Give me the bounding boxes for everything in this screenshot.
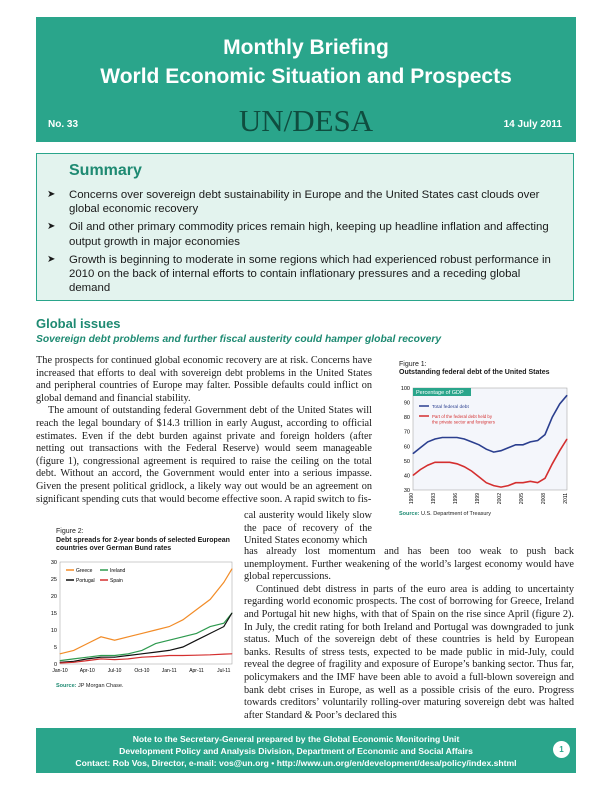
fig2-data-point xyxy=(169,650,170,651)
fig1-data-point xyxy=(567,395,568,396)
fig2-ytick-label: 25 xyxy=(50,577,57,583)
fig2-data-point xyxy=(142,633,143,634)
fig2-ytick-label: 30 xyxy=(50,560,57,566)
fig2-ytick-label: 15 xyxy=(50,611,57,617)
fig1-xtick-label: 1990 xyxy=(409,493,415,505)
fig1-legend-label: Total federal debt xyxy=(432,405,469,410)
fig2-data-point xyxy=(87,659,88,660)
fig2-data-point xyxy=(114,659,115,660)
fig1-data-point xyxy=(501,450,502,451)
paragraph-us-debt: The amount of outstanding federal Government debt of the United States will reach the legal boundary of $14.3 trillion in early August, according to official estimates. Even if the debt burden against private and foreign holders (after netting out transactions with the Federal Reserve) would seem manageable (figure 1), congressional agreement is required to raise the ceiling on the total debt. Without an accord, the Government would enter into a serious impasse. Given the present political gridlock, a likely way out would be an agreement on significant spending cuts that would become effective soon. A rapid switch to fis- xyxy=(36,405,372,505)
org-name: UN/DESA xyxy=(238,103,374,138)
fig1-data-point xyxy=(479,476,480,477)
fig1-data-point xyxy=(567,439,568,440)
fig2-data-point xyxy=(114,640,115,641)
fig1-data-point xyxy=(493,452,494,453)
fig1-data-point xyxy=(537,440,538,441)
figure-2-source xyxy=(56,683,123,689)
paragraph-prospects: The prospects for continued global economic recovery are at risk. Concerns have increased that efforts to deal with sovereign debt problems in the United States and peripheral countries of Europe may falter. Possible defaults could inflict on global demand and financial stability. xyxy=(36,355,372,404)
fig2-xtick-label: Oct-10 xyxy=(134,668,150,674)
fig2-data-point xyxy=(196,640,197,641)
summary-item xyxy=(45,253,557,296)
fig2-data-point xyxy=(196,633,197,634)
fig2-data-point xyxy=(210,599,211,600)
briefing-title: Monthly Briefing xyxy=(223,36,389,59)
fig2-xtick-label: Jul-11 xyxy=(217,668,231,674)
fig1-xtick-label: 2002 xyxy=(497,493,503,505)
summary-item-text: Growth is beginning to moderate in some regions which had experienced robust performance in 2010 on the back of internal efforts to contain inflationary pressures and a receding global demand xyxy=(69,253,551,295)
fig1-data-point xyxy=(471,442,472,443)
fig2-xtick-label: Jul-10 xyxy=(107,668,122,674)
figure-2 xyxy=(50,528,231,689)
fig1-xtick-label: 1993 xyxy=(431,493,437,505)
footer-note: Note to the Secretary-General prepared by the Global Economic Monitoring Unit xyxy=(132,734,460,744)
fig2-data-point xyxy=(101,655,102,656)
summary-item-text: Concerns over sovereign debt sustainability in Europe and the United States cast clouds over global economic recovery xyxy=(69,189,540,216)
fig2-data-point xyxy=(87,660,88,661)
arrow-bullet-icon: ➤ xyxy=(47,189,56,200)
figure-2-title: Debt spreads for 2-year bonds of selected European countries over German Bund rates xyxy=(56,536,230,552)
fig1-ytick-label: 50 xyxy=(403,458,410,465)
figure-2-source-text: JP Morgan Chase. xyxy=(78,683,124,689)
fig1-legend-label: Part of the federal debt held by xyxy=(432,414,493,419)
fig2-data-point xyxy=(73,659,74,660)
fig2-data-point xyxy=(182,619,183,620)
arrow-bullet-icon: ➤ xyxy=(47,221,56,233)
fig1-data-point xyxy=(413,453,414,454)
fig1-data-point xyxy=(471,471,472,472)
fig1-data-point xyxy=(545,478,546,479)
fig2-data-point xyxy=(101,659,102,660)
fig2-data-point xyxy=(223,623,224,624)
issue-number: No. 33 xyxy=(48,119,79,130)
summary-list xyxy=(45,188,557,299)
fig2-xtick-label: Apr-11 xyxy=(189,668,204,674)
footer-banner xyxy=(36,728,576,773)
header-banner xyxy=(36,17,576,142)
fig2-data-point xyxy=(196,655,197,656)
figure-1-chart xyxy=(395,378,575,514)
fig1-data-point xyxy=(420,469,421,470)
fig2-legend-label: Spain xyxy=(110,578,123,584)
fig1-data-point xyxy=(420,447,421,448)
fig1-ytick-label: 70 xyxy=(403,429,410,436)
paragraph-block-3 xyxy=(244,546,574,722)
fig1-data-point xyxy=(530,442,531,443)
fig2-data-point xyxy=(155,656,156,657)
page-number: 1 xyxy=(553,741,570,758)
fig2-data-point xyxy=(169,626,170,627)
fig2-data-point xyxy=(155,630,156,631)
figure-2-chart xyxy=(46,556,236,679)
fig2-data-point xyxy=(169,640,170,641)
fig1-ytick-label: 60 xyxy=(403,444,410,451)
fig2-data-point xyxy=(114,655,115,656)
fig1-ytick-label: 90 xyxy=(403,400,410,407)
footer-division: Development Policy and Analysis Division, Department of Economic and Social Affairs xyxy=(119,746,473,756)
fig2-data-point xyxy=(223,654,224,655)
fig2-data-point xyxy=(210,654,211,655)
fig2-legend-label: Ireland xyxy=(110,568,126,574)
figure-1-source-text: U.S. Department of Treasury xyxy=(421,511,492,517)
paragraph-momentum: has already lost momentum and has been too weak to push back unemployment. Further weakening of the world’s largest economy would have global repercussions. xyxy=(244,546,574,583)
fig1-data-point xyxy=(427,442,428,443)
fig2-data-point xyxy=(210,633,211,634)
fig1-data-point xyxy=(552,463,553,464)
fig2-data-point xyxy=(73,650,74,651)
fig2-data-point xyxy=(155,652,156,653)
figure-1-source-label: Source: xyxy=(399,511,420,517)
fig1-data-point xyxy=(559,450,560,451)
summary-title: Summary xyxy=(69,162,142,179)
figure-1 xyxy=(395,361,575,521)
fig2-data-point xyxy=(155,643,156,644)
fig2-data-point xyxy=(223,582,224,583)
paragraph-block-1 xyxy=(36,355,372,506)
fig1-data-point xyxy=(523,482,524,483)
fig2-data-point xyxy=(142,650,143,651)
fig1-data-point xyxy=(552,417,553,418)
fig2-data-point xyxy=(182,647,183,648)
fig2-data-point xyxy=(223,626,224,627)
fig1-data-point xyxy=(523,444,524,445)
fig2-data-point xyxy=(169,655,170,656)
fig2-data-point xyxy=(101,657,102,658)
fig1-data-point xyxy=(413,475,414,476)
fig2-legend-label: Greece xyxy=(76,568,93,574)
fig2-ytick-label: 5 xyxy=(53,645,57,651)
briefing-subtitle: World Economic Situation and Prospects xyxy=(100,65,512,88)
fig2-data-point xyxy=(142,653,143,654)
fig2-data-point xyxy=(232,613,233,614)
fig2-data-point xyxy=(232,568,233,569)
figure-1-caption xyxy=(399,361,550,377)
fig1-data-point xyxy=(559,404,560,405)
fig2-data-point xyxy=(128,659,129,660)
fig1-data-point xyxy=(449,462,450,463)
fig2-data-point xyxy=(196,609,197,610)
fig2-data-point xyxy=(182,655,183,656)
fig1-xtick-label: 1999 xyxy=(475,493,481,505)
figure-1-label: Figure 1: xyxy=(399,361,427,368)
fig1-data-point xyxy=(486,482,487,483)
fig2-data-point xyxy=(60,653,61,654)
fig2-data-point xyxy=(128,653,129,654)
fig1-xtick-label: 2008 xyxy=(541,493,547,505)
footer-contact: Contact: Rob Vos, Director, e-mail: vos@un.org • http://www.un.org/en/development/desa/policy/index.shtml xyxy=(75,758,517,768)
fig2-legend-label: Portugal xyxy=(76,578,95,584)
paragraph-austerity: cal austerity would likely slow the pace of recovery of the United States economy which xyxy=(244,510,372,547)
summary-box xyxy=(36,153,574,301)
fig1-data-point xyxy=(457,463,458,464)
fig2-data-point xyxy=(232,653,233,654)
fig1-data-point xyxy=(479,444,480,445)
fig1-ytick-label: 40 xyxy=(403,473,410,480)
fig1-data-point xyxy=(508,447,509,448)
figure-2-caption xyxy=(56,528,231,554)
fig2-ytick-label: 10 xyxy=(50,628,57,634)
fig1-data-point xyxy=(530,481,531,482)
fig1-data-point xyxy=(435,462,436,463)
figure-1-title: Outstanding federal debt of the United States xyxy=(399,369,550,376)
fig1-data-point xyxy=(449,437,450,438)
section-subtitle: Sovereign debt problems and further fiscal austerity could hamper global recovery xyxy=(36,334,442,345)
paragraph-euro-debt: Continued debt distress in parts of the euro area is adding to uncertainty regarding world economic prospects. The cost of borrowing for Greece, Ireland and Portugal hit new highs, with that of Spain on the rise since April (figure 2). In July, the credit rating for both Ireland and Portugal was downgraded to junk status. Much of the sovereign debt of these countries is held by European banks. Results of stress tests, expected to be made public in mid-July, could reveal the degree of fragility and exposure of Europe’s banking sector. Thus far, policymakers and the IMF have been able to avoid a full-blown sovereign and bank debt crises in Europe, as well as a possible crisis of the euro. Progress towards creditors’ voluntarily rolling-over maturing sovereign debt was halted after Standard & Poor’s declared this xyxy=(244,583,574,721)
fig1-xtick-label: 1996 xyxy=(453,493,459,505)
fig1-data-point xyxy=(464,466,465,467)
fig2-data-point xyxy=(142,657,143,658)
fig1-ytick-label: 100 xyxy=(400,386,410,392)
fig2-xtick-label: Jan-10 xyxy=(52,668,68,674)
fig1-data-point xyxy=(493,485,494,486)
fig1-data-point xyxy=(435,439,436,440)
fig2-data-point xyxy=(210,626,211,627)
fig1-data-point xyxy=(515,482,516,483)
fig1-data-point xyxy=(537,482,538,483)
fig1-ytick-label: 80 xyxy=(403,415,410,422)
fig2-data-point xyxy=(60,663,61,664)
fig2-data-point xyxy=(128,655,129,656)
fig1-data-point xyxy=(464,439,465,440)
fig2-ytick-label: 0 xyxy=(53,662,57,668)
figure-1-source xyxy=(399,511,491,517)
summary-item xyxy=(45,188,557,216)
figure-2-label: Figure 2: xyxy=(56,528,84,535)
fig1-xtick-label: 2005 xyxy=(519,493,525,505)
fig2-xtick-label: Apr-10 xyxy=(79,668,95,674)
fig2-data-point xyxy=(73,661,74,662)
fig1-data-point xyxy=(501,487,502,488)
fig1-data-point xyxy=(515,444,516,445)
fig1-data-point xyxy=(427,465,428,466)
fig2-data-point xyxy=(73,662,74,663)
summary-item-text: Oil and other primary commodity prices remain high, keeping up headline inflation and affecting output growth in major economies xyxy=(69,221,549,248)
fig1-legend-label-cont: the private sector and foreigners xyxy=(432,419,495,425)
fig2-data-point xyxy=(114,657,115,658)
fig1-ylabel: Percentage of GDP xyxy=(416,390,464,396)
fig1-data-point xyxy=(457,437,458,438)
section-title: Global issues xyxy=(36,316,121,331)
fig2-data-point xyxy=(182,636,183,637)
fig1-data-point xyxy=(508,485,509,486)
fig1-data-point xyxy=(442,437,443,438)
fig2-data-point xyxy=(128,636,129,637)
arrow-bullet-icon: ➤ xyxy=(47,253,56,265)
fig2-data-point xyxy=(101,636,102,637)
issue-date: 14 July 2011 xyxy=(503,119,562,130)
figure-2-source-label: Source: xyxy=(56,683,77,689)
fig2-ytick-label: 20 xyxy=(50,594,57,600)
summary-item xyxy=(45,220,557,248)
fig2-xtick-label: Jan-11 xyxy=(161,668,177,674)
fig1-xtick-label: 2011 xyxy=(563,493,569,504)
fig1-data-point xyxy=(486,449,487,450)
fig1-data-point xyxy=(545,434,546,435)
fig2-data-point xyxy=(87,657,88,658)
fig1-data-point xyxy=(442,462,443,463)
fig2-data-point xyxy=(60,660,61,661)
fig2-data-point xyxy=(87,643,88,644)
fig1-ytick-label: 30 xyxy=(403,488,410,494)
